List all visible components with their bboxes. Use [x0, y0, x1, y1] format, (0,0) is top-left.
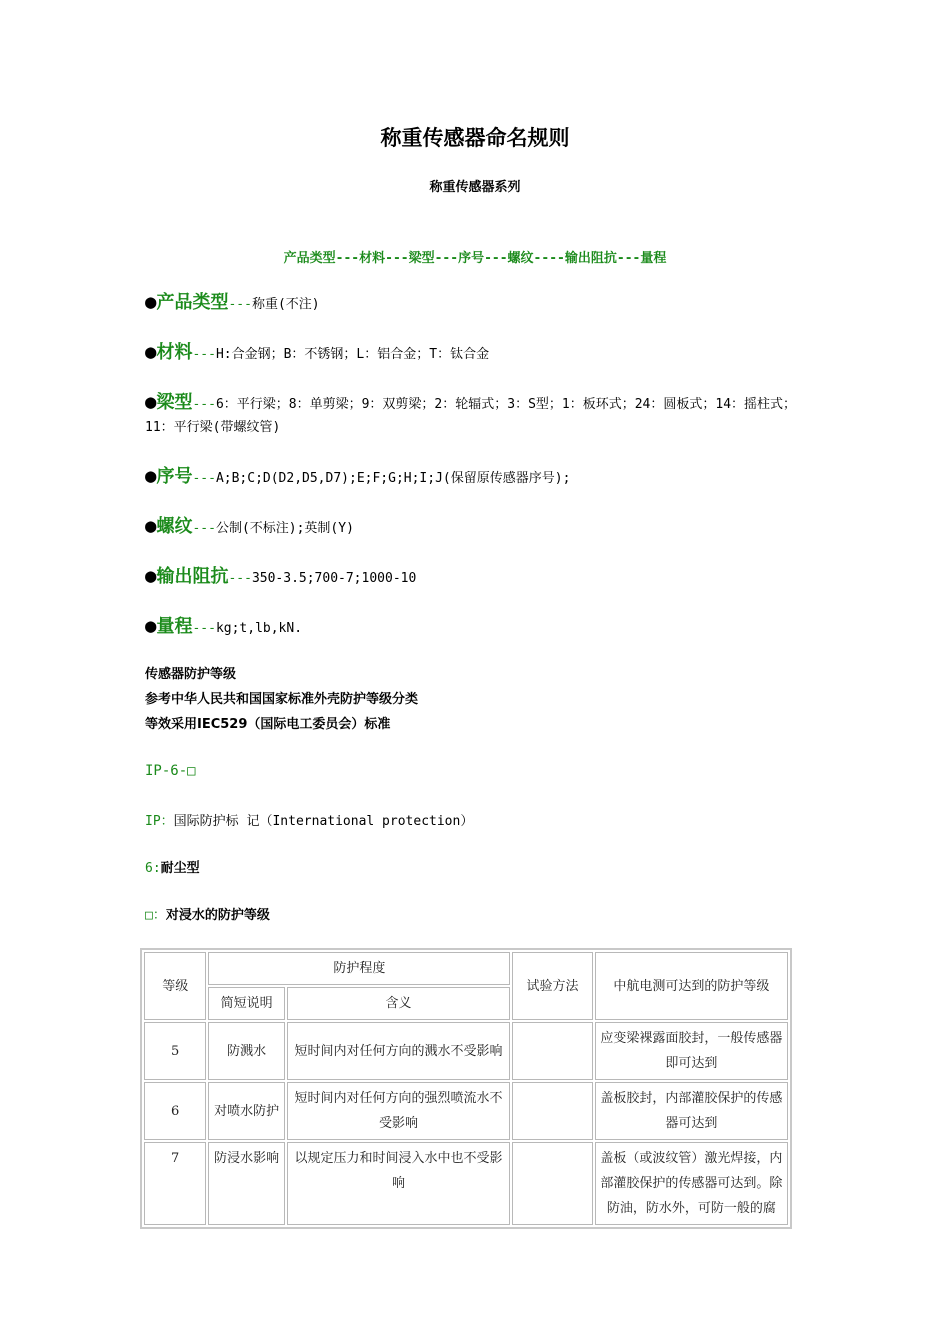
field-name: 产品类型	[156, 292, 229, 313]
dust-definition	[145, 857, 200, 876]
six-label: 6:	[145, 861, 161, 876]
field-name: 梁型	[156, 392, 193, 413]
cell-short: 防溅水	[208, 1022, 284, 1080]
cell-meaning: 短时间内对任何方向的溅水不受影响	[287, 1022, 510, 1080]
bullet-icon: ●	[145, 565, 157, 587]
water-definition	[145, 904, 270, 923]
field-description: 6：平行梁；8：单剪梁；9：双剪梁；2：轮辐式；3：S型；1：板环式；24：圆板式；14：摇柱式；11：平行梁(带螺纹管)	[145, 397, 797, 435]
bullet-icon: ●	[145, 615, 157, 637]
header-short: 简短说明	[208, 987, 284, 1020]
header-avic: 中航电测可达到的防护等级	[595, 952, 788, 1020]
naming-formula: 产品类型---材料---梁型---序号---螺纹----输出阻抗---量程	[283, 251, 667, 266]
cell-avic: 盖板胶封，内部灌胶保护的传感器可达到	[595, 1082, 788, 1140]
protection-reference: 参考中华人民共和国国家标准外壳防护等级分类	[145, 692, 419, 707]
cell-avic: 盖板（或波纹管）激光焊接，内部灌胶保护的传感器可达到。除防油，防水外，可防一般的腐	[595, 1142, 788, 1225]
field-description: A;B;C;D(D2,D5,D7);E;F;G;H;I;J(保留原传感器序号);	[215, 471, 571, 486]
field-name: 序号	[156, 466, 193, 487]
bullet-icon: ●	[145, 391, 157, 413]
ip-code: IP-6-□	[145, 763, 196, 779]
cell-short: 对喷水防护	[208, 1082, 284, 1140]
field-description: 称重(不注)	[251, 297, 320, 312]
cell-avic: 应变梁裸露面胶封，一般传感器即可达到	[595, 1022, 788, 1080]
table-row	[144, 1022, 788, 1080]
field-separator: ---	[192, 621, 216, 636]
field-description: kg;t,lb,kN.	[215, 621, 303, 636]
ip-definition	[145, 810, 473, 829]
page-subtitle: 称重传感器系列	[429, 180, 521, 195]
cell-test	[512, 1022, 593, 1080]
protection-table	[140, 948, 792, 1229]
cell-grade: 6	[144, 1082, 206, 1140]
field-separator: ---	[192, 397, 216, 412]
cell-test	[512, 1082, 593, 1140]
field-description: 350-3.5;700-7;1000-10	[251, 571, 417, 586]
field-separator: ---	[192, 347, 216, 362]
header-degree: 防护程度	[208, 952, 510, 985]
table-header-row	[144, 952, 788, 985]
field-name: 材料	[156, 342, 193, 363]
box-description: 对浸水的防护等级	[165, 908, 270, 923]
cell-meaning: 短时间内对任何方向的强烈喷流水不受影响	[287, 1082, 510, 1140]
table-row	[144, 1082, 788, 1140]
cell-test	[512, 1142, 593, 1225]
bullet-icon: ●	[145, 465, 157, 487]
field-name: 量程	[156, 616, 193, 637]
header-meaning: 含义	[287, 987, 510, 1020]
protection-standard: 等效采用IEC529（国际电工委员会）标准	[145, 717, 391, 732]
field-product-type	[145, 291, 815, 316]
field-separator: ---	[228, 297, 252, 312]
field-separator: ---	[228, 571, 252, 586]
table-row	[144, 1142, 788, 1225]
field-description: 公制(不标注);英制(Y)	[215, 521, 354, 536]
field-beam-type	[145, 391, 815, 439]
field-serial	[145, 465, 815, 490]
protection-heading: 传感器防护等级	[145, 667, 237, 682]
cell-meaning: 以规定压力和时间浸入水中也不受影响	[287, 1142, 510, 1225]
field-name: 输出阻抗	[156, 566, 229, 587]
box-label: □：	[145, 908, 166, 923]
bullet-icon: ●	[145, 515, 157, 537]
field-material	[145, 341, 815, 366]
field-output-impedance	[145, 565, 815, 590]
bullet-icon: ●	[145, 341, 157, 363]
page-title: 称重传感器命名规则	[380, 126, 570, 150]
ip-label: IP：	[145, 814, 174, 829]
cell-grade: 5	[144, 1022, 206, 1080]
cell-grade: 7	[144, 1142, 206, 1225]
cell-short: 防浸水影响	[208, 1142, 284, 1225]
field-thread	[145, 515, 815, 540]
ip-description: 国际防护标 记（International protection）	[173, 814, 474, 829]
bullet-icon: ●	[145, 291, 157, 313]
field-separator: ---	[192, 521, 216, 536]
header-grade: 等级	[144, 952, 206, 1020]
header-test: 试验方法	[512, 952, 593, 1020]
six-description: 耐尘型	[160, 861, 200, 876]
field-separator: ---	[192, 471, 216, 486]
field-range	[145, 615, 815, 640]
field-name: 螺纹	[156, 516, 193, 537]
field-description: H:合金钢；B：不锈钢；L：铝合金；T：钛合金	[215, 347, 490, 362]
